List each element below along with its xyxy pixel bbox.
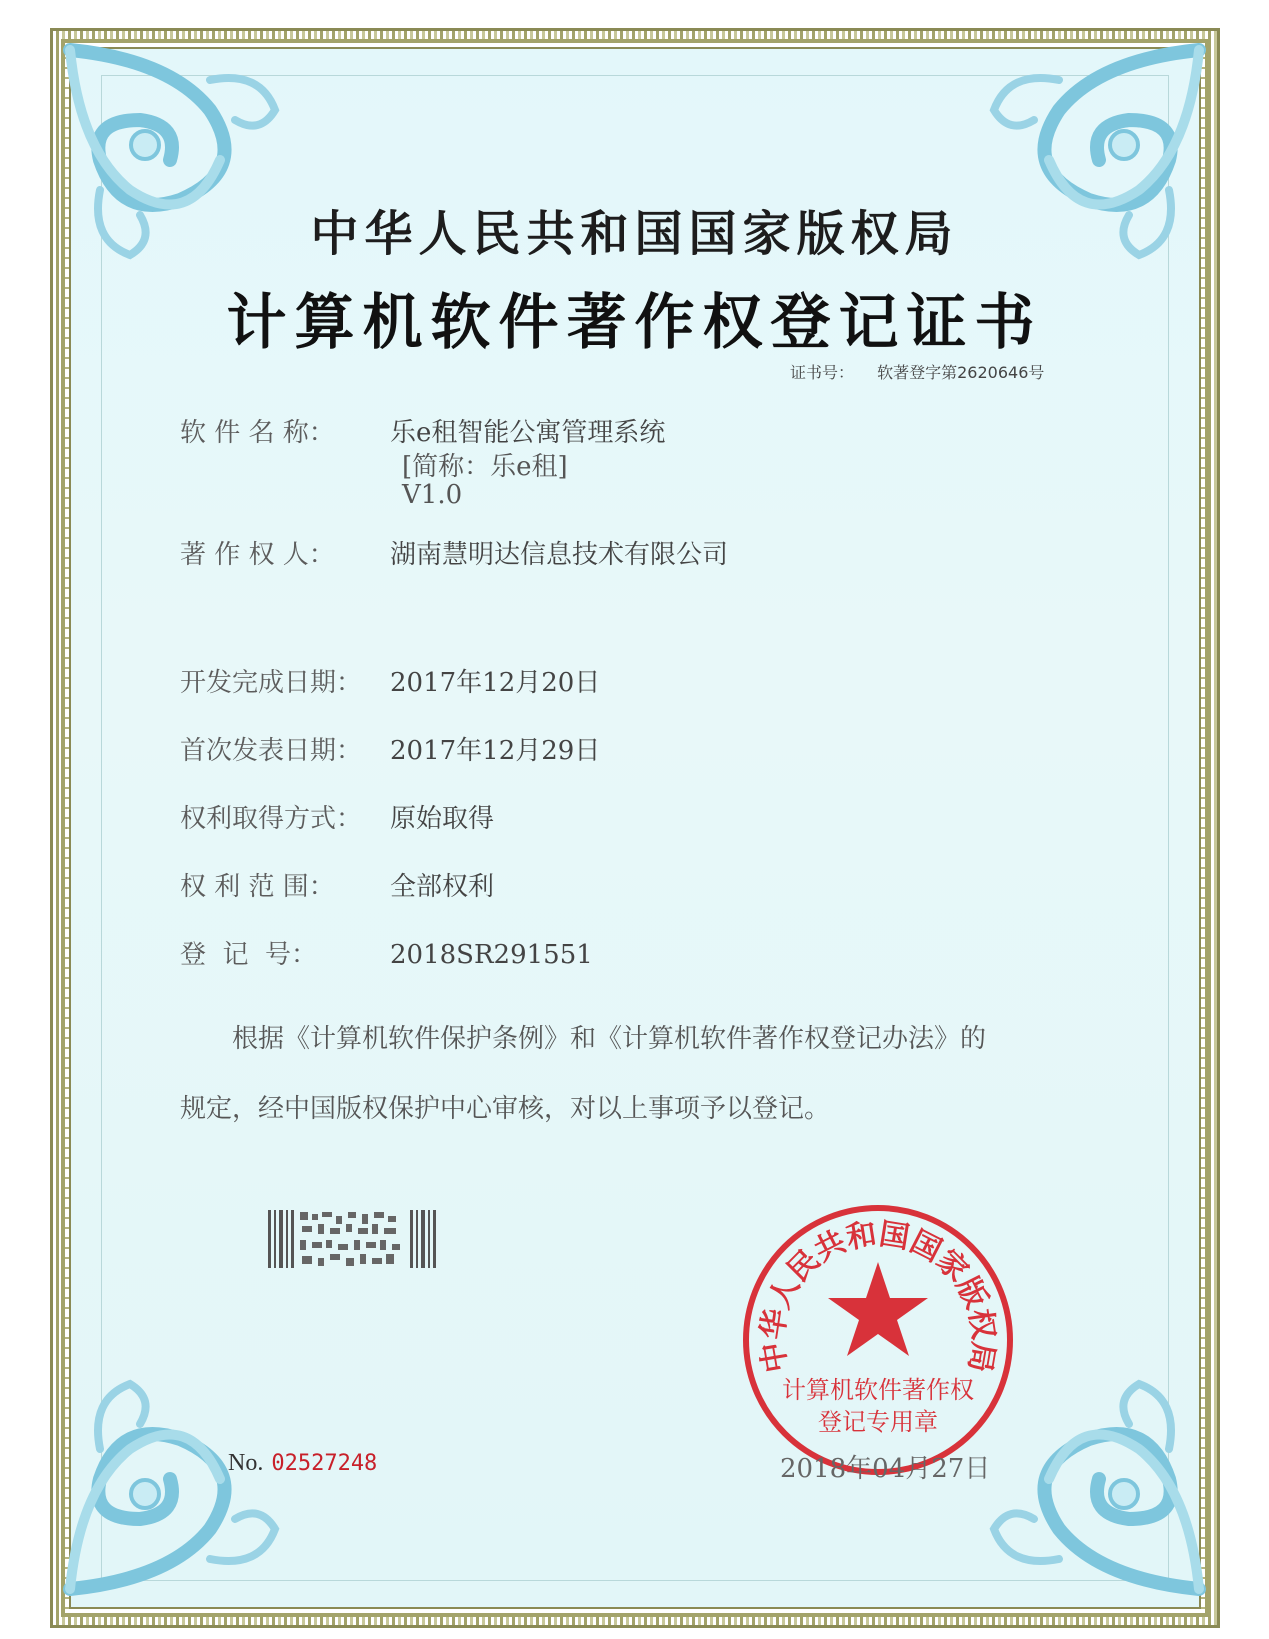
seal-ring-text: 中华人民共和国国家版权局	[755, 1216, 1001, 1375]
software-name-value: 乐e租智能公寓管理系统	[390, 418, 666, 448]
field-copyright-owner	[180, 534, 728, 571]
seal-line-2: 登记专用章	[818, 1408, 938, 1436]
field-label: 权 利 范 围：	[180, 872, 335, 902]
field-registration-no	[180, 934, 593, 971]
statement-line-2: 规定，经中国版权保护中心审核，对以上事项予以登记。	[180, 1094, 831, 1124]
field-first-publish-date	[180, 730, 600, 767]
rights-acquisition-value: 原始取得	[390, 804, 495, 834]
field-software-name	[180, 412, 665, 449]
serial-label: No.	[228, 1450, 264, 1476]
statement-line-1: 根据《计算机软件保护条例》和《计算机软件著作权登记办法》的	[232, 1024, 987, 1054]
corner-ornament-bottom-left	[60, 1369, 290, 1599]
field-rights-scope	[180, 866, 494, 903]
issue-date: 2018年04月27日	[780, 1454, 991, 1484]
cert-number-value: 软著登字第2620646号	[877, 363, 1045, 382]
field-label: 软 件 名 称：	[180, 418, 335, 448]
seal-star-icon	[828, 1262, 928, 1356]
field-rights-acquisition	[180, 798, 494, 835]
field-dev-complete-date	[180, 662, 600, 699]
copyright-owner-value: 湖南慧明达信息技术有限公司	[390, 540, 729, 570]
official-seal	[738, 1200, 1018, 1480]
barcode-qr-image	[268, 1210, 438, 1268]
registration-no-value: 2018SR291551	[390, 940, 593, 970]
field-label: 著 作 权 人：	[180, 540, 335, 570]
seal-line-1: 计算机软件著作权	[782, 1376, 974, 1404]
registration-statement	[180, 1004, 1140, 1144]
first-publish-date-value: 2017年12月29日	[390, 736, 601, 766]
cert-number-label: 证书号：	[790, 363, 855, 382]
software-abbreviation: [简称：乐e租]	[402, 452, 568, 482]
dev-complete-date-value: 2017年12月20日	[390, 668, 601, 698]
rights-scope-value: 全部权利	[390, 872, 495, 902]
serial-value: 02527248	[271, 1451, 378, 1476]
field-label: 开发完成日期：	[180, 668, 363, 698]
serial-number	[228, 1450, 377, 1477]
field-label: 登 记 号：	[180, 940, 318, 970]
issuing-authority: 中华人民共和国国家版权局	[310, 206, 959, 262]
field-label: 首次发表日期：	[180, 736, 363, 766]
document-title: 计算机软件著作权登记证书	[226, 288, 1043, 358]
certificate-number	[790, 360, 1044, 383]
field-label: 权利取得方式：	[180, 804, 363, 834]
software-version: V1.0	[402, 480, 463, 510]
